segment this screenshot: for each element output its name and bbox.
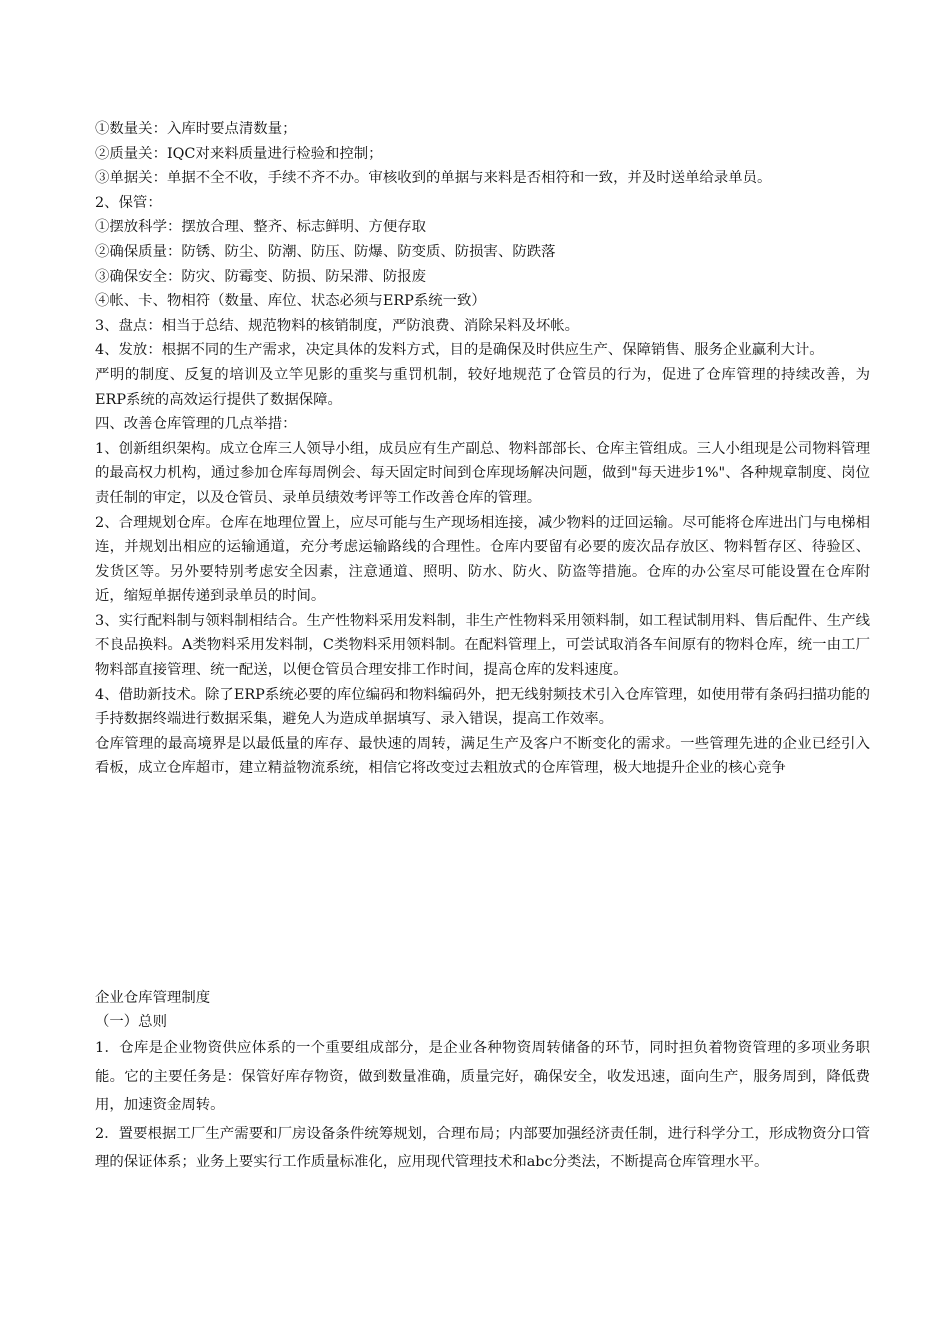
paragraph: 仓库管理的最高境界是以最低量的库存、最快速的周转，满足生产及客户不断变化的需求。一些管理先进的企业已经引入看板，成立仓库超市，建立精益物流系统，相信它将改变过去粗放式的仓库管理，极大地提升企业的核心竞争 — [95, 735, 870, 777]
section-heading: （一）总则 — [95, 1014, 167, 1030]
paragraph: 3、盘点：相当于总结、规范物料的核销制度，严防浪费、消除呆料及坏帐。 — [95, 317, 580, 334]
paragraph: 1、创新组织架构。成立仓库三人领导小组，成员应有生产副总、物料部部长、仓库主管组成。三人小组现是公司物料管理的最高权力机构，通过参加仓库每周例会、每天固定时间到仓库现场解决问题，做到"每天进步1%"、各种规章制度、岗位责任制的审定，以及仓管员、录单员绩效考评等工作改善仓库的管理。 — [95, 440, 870, 506]
section-heading: 2、保管： — [95, 194, 162, 211]
document-title: 企业仓库管理制度 — [95, 990, 211, 1006]
section-heading: 四、改善仓库管理的几点举措： — [95, 416, 297, 433]
warehouse-management-text — [95, 117, 870, 781]
paragraph: 4、发放：根据不同的生产需求，决定具体的发料方式，目的是确保及时供应生产、保障销售、服务企业赢利大计。 — [95, 342, 824, 359]
list-item: ①数量关：入库时要点清数量； — [95, 121, 297, 137]
paragraph: 1．仓库是企业物资供应体系的一个重要组成部分，是企业各种物资周转储备的环节，同时担负着物资管理的多项业务职能。它的主要任务是：保管好库存物资，做到数量准确，质量完好，确保安全，收发迅速，面向生产，服务周到，降低费用，加速资金周转。 — [95, 1040, 870, 1113]
list-item: ④帐、卡、物相符（数量、库位、状态必须与ERP系统一致） — [95, 293, 486, 310]
paragraph: 2．置要根据工厂生产需要和厂房设备条件统筹规划，合理布局；内部要加强经济责任制，进行科学分工，形成物资分口管理的保证体系；业务上要实行工作质量标准化，应用现代管理技术和abc分类法，不断提高仓库管理水平。 — [95, 1125, 870, 1170]
paragraph: 3、实行配料制与领料制相结合。生产性物料采用发料制，非生产性物料采用领料制，如工程试制用料、售后配件、生产线不良品换料。A类物料采用发料制，C类物料采用领料制。在配料管理上，可尝试取消各车间原有的物料仓库，统一由工厂物料部直接管理、统一配送，以便仓管员合理安排工作时间，提高仓库的发料速度。 — [95, 612, 870, 679]
paragraph: 严明的制度、反复的培训及立竿见影的重奖与重罚机制，较好地规范了仓管员的行为，促进了仓库管理的持续改善，为ERP系统的高效运行提供了数据保障。 — [95, 366, 870, 408]
list-item: ③单据关：单据不全不收，手续不齐不办。审核收到的单据与来料是否相符和一致，并及时送单给录单员。 — [95, 170, 772, 187]
list-item: ③确保安全：防灾、防霉变、防损、防呆滞、防报废 — [95, 268, 426, 285]
paragraph: 4、借助新技术。除了ERP系统必要的库位编码和物料编码外，把无线射频技术引入仓库管理，如使用带有条码扫描功能的手持数据终端进行数据采集，避免人为造成单据填写、录入错误，提高工作效率。 — [95, 686, 870, 728]
list-item: ②确保质量：防锈、防尘、防潮、防压、防爆、防变质、防损害、防跌落 — [95, 243, 556, 260]
paragraph: 2、合理规划仓库。仓库在地理位置上，应尽可能与生产现场相连接，减少物料的迂回运输。尽可能将仓库进出门与电梯相连，并规划出相应的运输通道，充分考虑运输路线的合理性。仓库内要留有必要的废次品存放区、物料暂存区、待验区、发货区等。另外要特别考虑安全因素，注意通道、照明、防水、防火、防盗等措施。仓库的办公室尽可能设置在仓库附近，缩短单据传递到录单员的时间。 — [95, 514, 870, 605]
list-item: ②质量关：IQC对来料质量进行检验和控制； — [95, 145, 383, 162]
warehouse-regulations-section — [95, 986, 870, 1177]
list-item: ①摆放科学：摆放合理、整齐、标志鲜明、方便存取 — [95, 219, 426, 236]
